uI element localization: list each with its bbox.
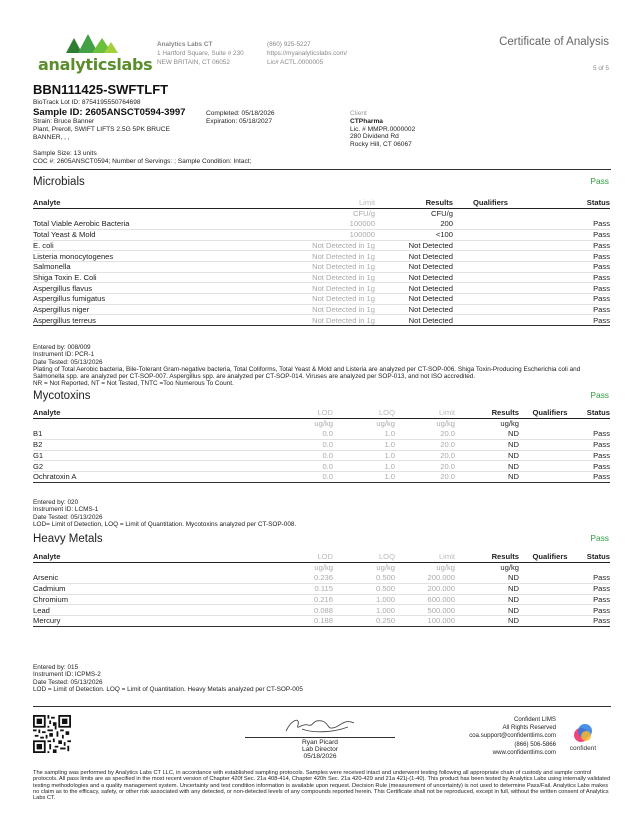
col-qualifiers: Qualifiers — [519, 551, 581, 562]
signature-block — [245, 739, 395, 760]
table-cell: ND — [455, 583, 519, 594]
table-cell: 0.115 — [233, 583, 333, 594]
lims-rights: All Rights Reserved — [502, 724, 556, 732]
table-cell: Not Detected in 1g — [283, 283, 375, 294]
mycotoxins-status: Pass — [590, 390, 609, 400]
col-limit: Limit — [283, 197, 375, 208]
table-cell: E. coli — [33, 240, 283, 251]
table-cell: G2 — [33, 461, 233, 472]
table-cell: Pass — [581, 605, 610, 616]
unit-lod: ug/kg — [314, 563, 333, 573]
table-row — [33, 251, 610, 262]
table-cell: Aspergillus fumigatus — [33, 294, 283, 305]
lab-logo — [38, 32, 153, 76]
table-row — [33, 461, 610, 472]
col-analyte: Analyte — [33, 407, 233, 418]
table-cell: Not Detected — [375, 294, 453, 305]
unit-status — [528, 208, 610, 219]
table-cell — [519, 461, 581, 472]
unit-status — [581, 562, 610, 573]
lab-contact — [267, 40, 347, 67]
confident-logo-icon — [572, 722, 594, 744]
table-cell: ND — [455, 461, 519, 472]
table-cell: 1.0 — [333, 461, 395, 472]
sample-dates — [206, 110, 275, 126]
unit-analyte — [33, 208, 283, 219]
table-cell: Pass — [528, 272, 610, 283]
table-cell: Ochratoxin A — [33, 471, 233, 482]
product-line2: BANNER, , , — [33, 133, 70, 141]
table-cell: 100000 — [283, 229, 375, 240]
table-row — [33, 594, 610, 605]
table-cell: Not Detected — [375, 315, 453, 326]
col-lod: LOD — [233, 407, 333, 418]
table-cell — [519, 605, 581, 616]
table-cell: Not Detected in 1g — [283, 272, 375, 283]
table-cell: 20.0 — [395, 429, 455, 440]
table-cell: Pass — [581, 461, 610, 472]
table-cell — [453, 272, 528, 283]
table-cell: Pass — [528, 229, 610, 240]
confident-wordmark: confident — [569, 745, 597, 752]
note-line: Entered by: 020 — [33, 499, 79, 506]
unit-limit: ug/kg — [436, 563, 455, 573]
table-cell: Lead — [33, 605, 233, 616]
table-cell: Not Detected in 1g — [283, 240, 375, 251]
note-line: Instrument ID: LCMS-1 — [33, 506, 99, 514]
table-cell: Not Detected in 1g — [283, 294, 375, 305]
table-cell — [453, 219, 528, 230]
lims-email[interactable]: coa.support@confidentlims.com — [469, 732, 556, 740]
unit-limit: CFU/g — [353, 209, 375, 219]
table-row — [33, 294, 610, 305]
note-line: Instrument ID: ICPMS-2 — [33, 671, 101, 679]
sample-size-text: Sample Size: 13 units — [33, 150, 97, 157]
col-analyte: Analyte — [33, 197, 283, 208]
footer-divider — [33, 706, 611, 707]
unit-limit: ug/kg — [436, 419, 455, 429]
col-analyte: Analyte — [33, 551, 233, 562]
table-cell — [519, 429, 581, 440]
heavy-metals-title: Heavy Metals — [33, 533, 103, 545]
table-cell: 20.0 — [395, 461, 455, 472]
unit-results: CFU/g — [431, 209, 453, 219]
table-cell: Pass — [581, 594, 610, 605]
table-cell: Pass — [528, 294, 610, 305]
unit-results: ug/kg — [500, 563, 519, 573]
table-cell: Pass — [581, 450, 610, 461]
table-cell: ND — [455, 429, 519, 440]
table-cell — [519, 583, 581, 594]
table-cell: ND — [455, 471, 519, 482]
lab-url[interactable]: https://myanalyticslabs.com/ — [267, 50, 347, 57]
col-status: Status — [581, 551, 610, 562]
table-cell: 100.000 — [395, 615, 455, 626]
client-name: CTPharma — [350, 117, 383, 125]
microbials-title: Microbials — [33, 176, 85, 188]
footer-disclaimer: The sampling was performed by Analytics Labs CT LLC, in accordance with established sampling protocols. Samples were received intact and underwent testing following all appropriate chain of custody and sample control protocols. All pass limits are as specified in the most recent version of Chapter 420f Sec. 21a 408-414, Chapter 420h Sec. 21a 420-429 and 21a 421j-(1-40). This product has been tested by Analytics Labs using internally validated testing methodologies and a quality management system. Uncertainty and test condition information is available upon request. Decision Rule (measurement of uncertainty) is not used to determine Pass/Fail. Analytics Labs makes no claim as to the efficacy, safety, or other risk associated with any detected, or non-detected levels of any compounds reported herein. This Certificate shall not be reproduced, except in full, without the written consent of Analytics Labs CT. — [33, 770, 611, 802]
section-divider — [33, 169, 611, 170]
table-cell: Cadmium — [33, 583, 233, 594]
biotrack-lot-id: BioTrack Lot ID: 8754195550764698 — [33, 99, 141, 106]
table-cell: Arsenic — [33, 573, 233, 584]
col-qualifiers: Qualifiers — [453, 197, 528, 208]
table-header-row — [33, 197, 610, 208]
page-number: 5 of 5 — [593, 65, 609, 72]
col-limit: Limit — [395, 407, 455, 418]
units-row — [33, 208, 610, 219]
mycotoxins-table — [33, 407, 610, 483]
table-cell: B1 — [33, 429, 233, 440]
unit-qualifiers — [519, 562, 581, 573]
col-results: Results — [455, 407, 519, 418]
table-cell: Not Detected — [375, 272, 453, 283]
table-cell: 100000 — [283, 219, 375, 230]
table-cell: 500.000 — [395, 605, 455, 616]
table-cell: Pass — [528, 219, 610, 230]
note-line: Instrument ID: PCR-1 — [33, 351, 95, 359]
table-cell: 20.0 — [395, 450, 455, 461]
table-cell — [453, 229, 528, 240]
table-row — [33, 304, 610, 315]
table-row — [33, 283, 610, 294]
table-cell: Pass — [581, 615, 610, 626]
logo-wordmark: analyticslabs — [38, 55, 153, 74]
table-cell: Total Viable Aerobic Bacteria — [33, 219, 283, 230]
client-address2: Rocky Hill, CT 06067 — [350, 141, 412, 149]
table-cell: 200.000 — [395, 583, 455, 594]
unit-results: ug/kg — [500, 419, 519, 429]
lims-info — [469, 716, 556, 757]
table-cell: Pass — [528, 240, 610, 251]
col-lod: LOD — [233, 551, 333, 562]
col-results: Results — [375, 197, 453, 208]
unit-analyte — [33, 562, 233, 573]
unit-qualifiers — [453, 208, 528, 219]
table-row — [33, 471, 610, 482]
table-cell — [453, 283, 528, 294]
table-row — [33, 261, 610, 272]
mycotoxins-notes — [33, 499, 611, 528]
table-cell: Pass — [528, 283, 610, 294]
note-line: LOD= Limit of Detection, LOQ = Limit of Quantitation. Mycotoxins analyzed per CT-SOP-008. — [33, 520, 297, 528]
table-cell: 1.0 — [333, 450, 395, 461]
document-title: Certificate of Analysis — [499, 36, 609, 48]
table-cell: B2 — [33, 439, 233, 450]
table-cell: Mercury — [33, 615, 233, 626]
microbials-notes — [33, 344, 611, 388]
units-row — [33, 562, 610, 573]
unit-status — [581, 418, 610, 429]
table-cell: Pass — [581, 573, 610, 584]
signature-icon — [282, 715, 362, 737]
lab-info — [157, 40, 244, 67]
table-row — [33, 605, 610, 616]
table-cell: 0.500 — [333, 583, 395, 594]
units-row — [33, 418, 610, 429]
table-cell: Pass — [581, 429, 610, 440]
table-cell: 0.0 — [233, 450, 333, 461]
heavy-metals-table — [33, 551, 610, 627]
unit-analyte — [33, 418, 233, 429]
lab-name: Analytics Labs CT — [157, 41, 213, 48]
table-cell: Not Detected in 1g — [283, 315, 375, 326]
microbials-table — [33, 197, 610, 326]
signer-title: Lab Director — [302, 746, 338, 753]
col-status: Status — [581, 407, 610, 418]
note-line: LOD = Limit of Detection. LOQ = Limit of Quantitation. Heavy Metals analyzed per CT-SOP-005 — [33, 685, 303, 693]
signature-line — [245, 737, 395, 738]
note-line: Date Tested: 05/13/2026 — [33, 678, 103, 686]
table-cell: 200.000 — [395, 573, 455, 584]
col-loq: LOQ — [333, 551, 395, 562]
sample-size — [33, 150, 251, 166]
table-cell: Not Detected — [375, 261, 453, 272]
sample-id: Sample ID: 2605ANSCT0594-3997 — [33, 107, 186, 118]
table-cell: Pass — [528, 251, 610, 262]
unit-qualifiers — [519, 418, 581, 429]
table-cell: 1.0 — [333, 429, 395, 440]
heavy-metals-notes — [33, 664, 611, 693]
logo-mountains-icon — [64, 32, 122, 54]
table-cell: Pass — [581, 471, 610, 482]
table-cell: Pass — [528, 261, 610, 272]
table-row — [33, 272, 610, 283]
lab-address-line1: 1 Hartford Square, Suite # 230 — [157, 50, 244, 57]
table-cell: Not Detected — [375, 240, 453, 251]
table-cell: Aspergillus niger — [33, 304, 283, 315]
table-cell: Chromium — [33, 594, 233, 605]
table-cell: 0.250 — [333, 615, 395, 626]
table-cell: Pass — [528, 304, 610, 315]
col-status: Status — [528, 197, 610, 208]
table-cell: 0.0 — [233, 429, 333, 440]
table-cell — [519, 615, 581, 626]
coc-text: COC #: 2605ANSCT0594; Number of Servings: ; Sample Condition: Intact; — [33, 157, 252, 165]
lab-phone: (860) 925-5227 — [267, 41, 311, 48]
mycotoxins-title: Mycotoxins — [33, 390, 91, 402]
note-line: Date Tested: 05/13/2026 — [33, 513, 103, 521]
table-cell: ND — [455, 605, 519, 616]
table-cell — [453, 251, 528, 262]
batch-number: BBN111425-SWFTLFT — [33, 82, 169, 97]
confident-logo — [563, 722, 603, 752]
table-header-row — [33, 407, 610, 418]
table-row — [33, 240, 610, 251]
lims-name: Confident LIMS — [513, 716, 556, 723]
microbials-rows — [33, 219, 610, 326]
table-cell: 1.0 — [333, 439, 395, 450]
note-line: Plating of Total Aerobic bacteria, Bile-Tolerant Gram-negative bacteria, Total Coliforms, Total Yeast & Mold and Listeria are analyzed per CT-SOP-006. Shiga Toxin-Producing Escherichia coli and Salmonella spp. are analyzed per CT-SOP-007. Aspergillus spp. are analyzed per CT-SOP-014. Viruses are analyzed per SOP-013, and not ISO accredited. — [33, 365, 581, 381]
table-row — [33, 583, 610, 594]
table-cell: 0.188 — [233, 615, 333, 626]
table-row — [33, 450, 610, 461]
table-row — [33, 219, 610, 230]
table-cell — [519, 594, 581, 605]
table-cell: ND — [455, 615, 519, 626]
client-address1: 280 Dividend Rd — [350, 133, 399, 141]
table-row — [33, 229, 610, 240]
expiration-date: Expiration: 05/18/2027 — [206, 117, 272, 125]
strain: Strain: Bruce Banner — [33, 118, 95, 125]
table-cell — [453, 261, 528, 272]
client-license: Lic. # MMPR.0000002 — [350, 125, 416, 133]
signer-name: Ryan Picard — [302, 739, 338, 746]
lims-url[interactable]: www.confidentlims.com — [492, 748, 556, 756]
col-results: Results — [455, 551, 519, 562]
unit-loq: ug/kg — [376, 419, 395, 429]
table-cell: ND — [455, 594, 519, 605]
table-cell: 0.0 — [233, 471, 333, 482]
table-row — [33, 615, 610, 626]
sample-details — [33, 118, 170, 141]
table-header-row — [33, 551, 610, 562]
product-line1: Plant, Preroll, SWIFT LIFTS 2.5G 5PK BRUCE — [33, 125, 170, 133]
client-label: Client — [350, 110, 367, 117]
table-cell: 600.000 — [395, 594, 455, 605]
table-cell: ND — [455, 439, 519, 450]
table-cell: 0.236 — [233, 573, 333, 584]
table-cell: Not Detected in 1g — [283, 261, 375, 272]
table-cell — [453, 294, 528, 305]
microbials-status: Pass — [590, 176, 609, 186]
table-cell: Aspergillus terreus — [33, 315, 283, 326]
table-cell: Not Detected in 1g — [283, 304, 375, 315]
table-cell: 0.0 — [233, 461, 333, 472]
table-row — [33, 573, 610, 584]
table-cell: Pass — [528, 315, 610, 326]
table-cell: <100 — [375, 229, 453, 240]
table-cell: Not Detected — [375, 251, 453, 262]
table-cell — [519, 450, 581, 461]
table-cell — [519, 471, 581, 482]
table-cell: 20.0 — [395, 439, 455, 450]
unit-loq: ug/kg — [376, 563, 395, 573]
note-line: Entered by: 008/009 — [33, 344, 91, 351]
table-row — [33, 429, 610, 440]
table-cell — [453, 240, 528, 251]
table-cell: 1.0 — [333, 471, 395, 482]
table-cell: ND — [455, 450, 519, 461]
note-line: Date Tested: 05/13/2026 — [33, 358, 103, 366]
client-info — [350, 110, 415, 149]
unit-lod: ug/kg — [314, 419, 333, 429]
note-line: Entered by: 015 — [33, 664, 79, 671]
table-cell: Pass — [581, 583, 610, 594]
table-cell: 20.0 — [395, 471, 455, 482]
table-cell: 0.500 — [333, 573, 395, 584]
table-cell: Salmonella — [33, 261, 283, 272]
signature-date: 05/18/2026 — [303, 753, 337, 760]
table-cell — [519, 573, 581, 584]
table-cell: Not Detected in 1g — [283, 251, 375, 262]
lims-phone: (866) 506-5866 — [514, 740, 556, 748]
table-row — [33, 315, 610, 326]
table-cell — [519, 439, 581, 450]
table-cell: 0.216 — [233, 594, 333, 605]
table-cell: Aspergillus flavus — [33, 283, 283, 294]
heavy-metals-status: Pass — [590, 533, 609, 543]
table-cell — [453, 304, 528, 315]
col-loq: LOQ — [333, 407, 395, 418]
table-cell — [453, 315, 528, 326]
table-cell: 0.088 — [233, 605, 333, 616]
table-cell: ND — [455, 573, 519, 584]
completed-date: Completed: 05/18/2026 — [206, 110, 275, 117]
table-cell: 1.000 — [333, 605, 395, 616]
table-cell: G1 — [33, 450, 233, 461]
note-line: NR = Not Reported, NT = Not Tested, TNTC =Too Numerous To Count. — [33, 380, 234, 388]
col-qualifiers: Qualifiers — [519, 407, 581, 418]
mycotoxins-rows — [33, 429, 610, 482]
table-cell: 200 — [375, 219, 453, 230]
table-cell: Shiga Toxin E. Coli — [33, 272, 283, 283]
table-cell: 1.000 — [333, 594, 395, 605]
col-limit: Limit — [395, 551, 455, 562]
qr-code-icon[interactable] — [33, 715, 71, 753]
table-cell: 0.0 — [233, 439, 333, 450]
table-cell: Not Detected — [375, 283, 453, 294]
table-cell: Listeria monocytogenes — [33, 251, 283, 262]
table-cell: Total Yeast & Mold — [33, 229, 283, 240]
table-cell: Not Detected — [375, 304, 453, 315]
table-row — [33, 439, 610, 450]
table-cell: Pass — [581, 439, 610, 450]
lab-license: Lic# ACTL.0000005 — [267, 59, 324, 66]
heavy-metals-rows — [33, 573, 610, 626]
lab-address-line2: NEW BRITAIN, CT 06052 — [157, 59, 230, 66]
